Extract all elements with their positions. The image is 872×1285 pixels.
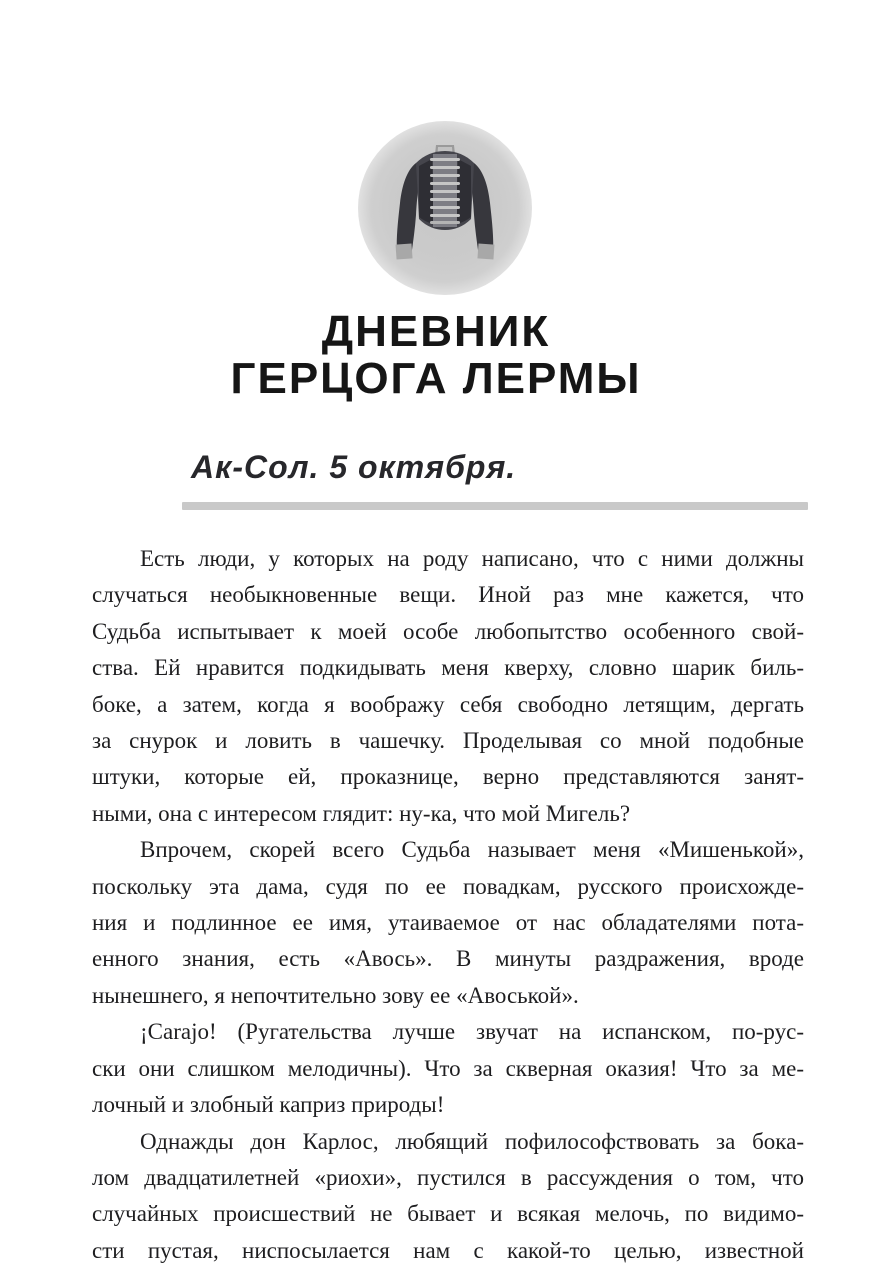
text-line: ными, она с интересом глядит: ну-ка, что мой Мигель? xyxy=(92,800,631,826)
entry-dateline: Ак-Сол. 5 октября. xyxy=(191,449,517,485)
chapter-vignette xyxy=(358,121,532,295)
text-line: случаться необыкновенные вещи. Иной раз мне кажется, что xyxy=(92,582,804,608)
text-line: Впрочем, скорей всего Судьба называет меня «Мишенькой», xyxy=(140,837,804,863)
text-line: лочный и злобный каприз природы! xyxy=(92,1092,445,1118)
body-text xyxy=(92,541,804,1269)
text-line: за снурок и ловить в чашечку. Проделывая со мной подобные xyxy=(92,728,804,754)
chapter-title-line2: ГЕРЦОГА ЛЕРМЫ xyxy=(230,354,642,403)
text-line: случайных происшествий не бывает и всякая мелочь, по видимо- xyxy=(92,1201,804,1227)
paragraph xyxy=(92,832,804,1014)
hussar-jacket-icon xyxy=(370,133,520,283)
text-line: енного знания, есть «Авось». В минуты раздражения, вроде xyxy=(92,946,804,972)
divider-rule xyxy=(182,502,808,510)
paragraph xyxy=(92,541,804,832)
text-line: ¡Carajo! (Ругательства лучше звучат на испанском, по-рус- xyxy=(140,1019,804,1045)
chapter-title xyxy=(0,308,872,402)
text-line: сти пустая, ниспосылается нам с какой-то целью, известной xyxy=(92,1237,804,1263)
chapter-title-line1: ДНЕВНИК xyxy=(321,307,551,356)
text-line: Есть люди, у которых на роду написано, что с ними должны xyxy=(140,546,804,571)
text-line: Однажды дон Карлос, любящий пофилософствовать за бока- xyxy=(140,1128,804,1154)
paragraph xyxy=(92,1124,804,1270)
text-line: штуки, которые ей, проказнице, верно представляются занят- xyxy=(92,764,804,790)
text-line: нынешнего, я непочтительно зову ее «Авоськой». xyxy=(92,982,579,1008)
text-line: поскольку эта дама, судя по ее повадкам, русского происхожде- xyxy=(92,873,804,899)
paragraph xyxy=(92,1014,804,1123)
text-line: ния и подлинное ее имя, утаиваемое от нас обладателями пота- xyxy=(92,910,804,936)
text-line: ски они слишком мелодичны). Что за скверная оказия! Что за ме- xyxy=(92,1055,804,1081)
text-line: боке, а затем, когда я воображу себя свободно летящим, дергать xyxy=(92,691,804,717)
text-line: лом двадцатилетней «риохи», пустился в рассуждения о том, что xyxy=(92,1164,804,1190)
text-line: Судьба испытывает к моей особе любопытство особенного свой- xyxy=(92,618,804,644)
text-line: ства. Ей нравится подкидывать меня кверху, словно шарик биль- xyxy=(92,655,804,681)
